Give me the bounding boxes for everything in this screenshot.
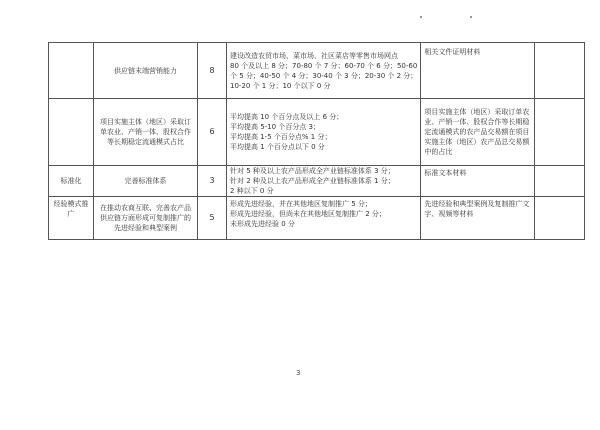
materials-cell: 标准文本材料 <box>421 166 535 197</box>
criteria-cell <box>227 166 421 197</box>
scan-speck <box>420 16 422 18</box>
scoring-table <box>48 42 585 240</box>
criteria-line: 平均提高 1-5 个百分点% 1 分； <box>230 133 332 141</box>
page-number: 3 <box>296 369 301 377</box>
criteria-line: 针对 2 种及以上农产品形成全产业链标准体系 1 分； <box>230 177 395 185</box>
criteria-line: 形成先进经验，但尚未在其他地区复制推广 2 分； <box>230 210 386 218</box>
note-cell <box>535 99 585 166</box>
table-row <box>49 197 585 240</box>
note-cell <box>535 166 585 197</box>
criteria-line: 2 种以下 0 分 <box>230 187 274 195</box>
table-row <box>49 166 585 197</box>
criteria-cell <box>227 43 421 99</box>
table-row <box>49 99 585 166</box>
note-cell <box>535 197 585 240</box>
criteria-cell <box>227 197 421 240</box>
criteria-line: 建设改造农贸市场、菜市场、社区菜店等零售市场网点 <box>230 51 398 60</box>
indicator-cell: 完善标准体系 <box>94 166 198 197</box>
criteria-line: 80 个及以上 8 分；70-80 个 7 分；60-70 个 6 分；50-60 <box>230 61 418 70</box>
indicator-cell: 在推动农商互联、完善农产品供应链方面形成可复制推广的先进经验和典型案例 <box>94 197 198 240</box>
criteria-line: 平均提高 1 个百分点以下 0 分 <box>230 143 325 151</box>
score-cell: 6 <box>198 99 227 166</box>
table-row <box>49 43 585 99</box>
materials-cell: 先进经验和典型案例及复制推广文字、视频等材料 <box>421 197 535 240</box>
materials-cell: 相关文件证明材料 <box>421 43 535 99</box>
score-cell: 8 <box>198 43 227 99</box>
criteria-line: 针对 5 种及以上农产品形成全产业链标准体系 3 分； <box>230 167 395 175</box>
criteria-line: 平均提高 5-10 个百分点 3； <box>230 123 321 131</box>
scan-speck <box>470 16 472 18</box>
category-cell <box>49 99 94 166</box>
criteria-line: 平均提高 10 个百分点及以上 6 分； <box>230 113 344 121</box>
criteria-line: 个 5 分；40-50 个 4 分；30-40 个 3 分；20-30 个 2 分； <box>230 71 418 80</box>
note-cell <box>535 43 585 99</box>
category-cell: 经验模式推广 <box>49 197 94 240</box>
criteria-line: 形成先进经验，并在其他地区复制推广 5 分； <box>230 200 372 208</box>
indicator-cell: 供应链末端营销能力 <box>94 43 198 99</box>
score-cell: 3 <box>198 166 227 197</box>
criteria-line: 10-20 个 1 分；10 个以下 0 分 <box>230 81 331 90</box>
category-cell: 标准化 <box>49 166 94 197</box>
score-cell: 5 <box>198 197 227 240</box>
indicator-cell: 项目实施主体（地区）采取订单农业、产销一体、股权合作等长期稳定流通模式占比 <box>94 99 198 166</box>
category-cell <box>49 43 94 99</box>
criteria-cell <box>227 99 421 166</box>
criteria-line: 未形成先进经验 0 分 <box>230 220 295 228</box>
materials-cell: 项目实施主体（地区）采取订单农业、产销一体、股权合作等长期稳定流通模式的农产品交易额在项目实施主体（地区）农产品总交易额中的占比 <box>421 99 535 166</box>
